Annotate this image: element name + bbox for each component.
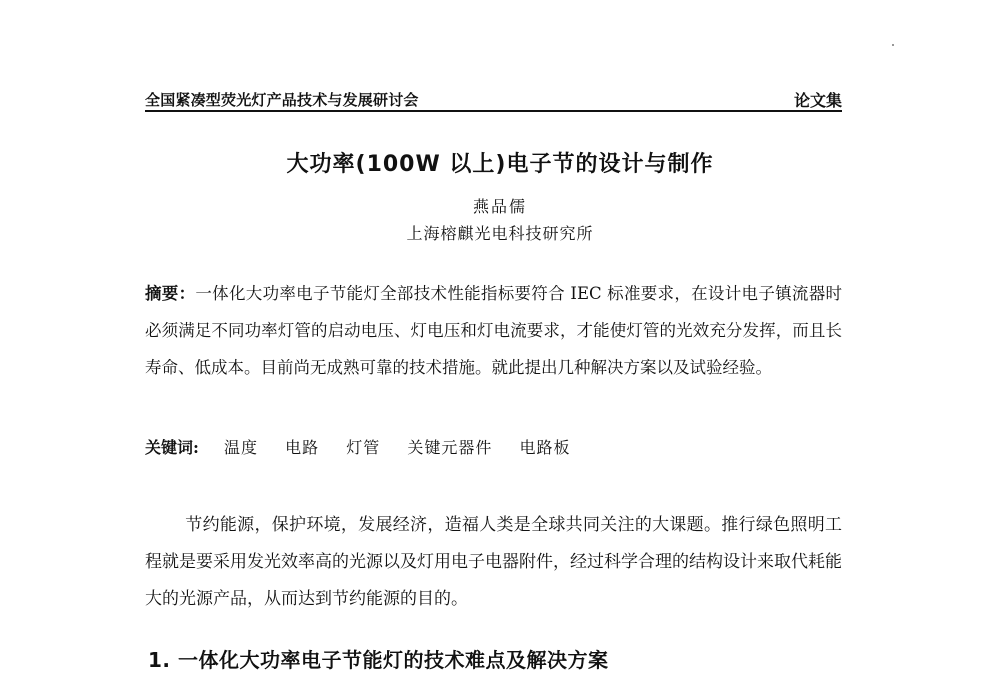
- section-heading: 1. 一体化大功率电子节能灯的技术难点及解决方案: [148, 648, 609, 672]
- keywords-label: 关键词:: [145, 438, 199, 457]
- keyword-item: 灯管: [346, 438, 381, 457]
- intro-text: 节约能源，保护环境，发展经济，造福人类是全球共同关注的大课题。推行绿色照明工程就是要采用发光效率高的光源以及灯用电子电器附件，经过科学合理的结构设计来取代耗能大的光源产品，从而达到节约能源的目的。: [145, 515, 842, 609]
- author-affiliation: 上海榕麒光电科技研究所: [406, 224, 594, 243]
- abstract-label: 摘要：: [145, 284, 196, 303]
- keyword-item: 电路板: [519, 438, 571, 457]
- intro-paragraph: [145, 507, 842, 618]
- paper-title: 大功率(100W 以上)电子节的设计与制作: [286, 152, 714, 177]
- collection-label: 论文集: [793, 91, 842, 110]
- conference-name: 全国紧凑型荧光灯产品技术与发展研讨会: [145, 91, 419, 109]
- keywords: [145, 436, 842, 460]
- abstract: [145, 275, 842, 386]
- author-name: 燕品儒: [472, 197, 527, 216]
- keyword-item: 温度: [224, 438, 259, 457]
- keyword-item: 电路: [285, 438, 320, 457]
- running-header: [145, 88, 842, 112]
- abstract-text: 一体化大功率电子节能灯全部技术性能指标要符合 IEC 标准要求，在设计电子镇流器时必须满足不同功率灯管的启动电压、灯电压和灯电流要求，才能使灯管的光效充分发挥，而且长寿命、低成本。目前尚无成熟可靠的技术措施。就此提出几种解决方案以及试验经验。: [145, 284, 842, 377]
- keyword-item: 关键元器件: [407, 438, 493, 457]
- scan-speck: [892, 44, 894, 46]
